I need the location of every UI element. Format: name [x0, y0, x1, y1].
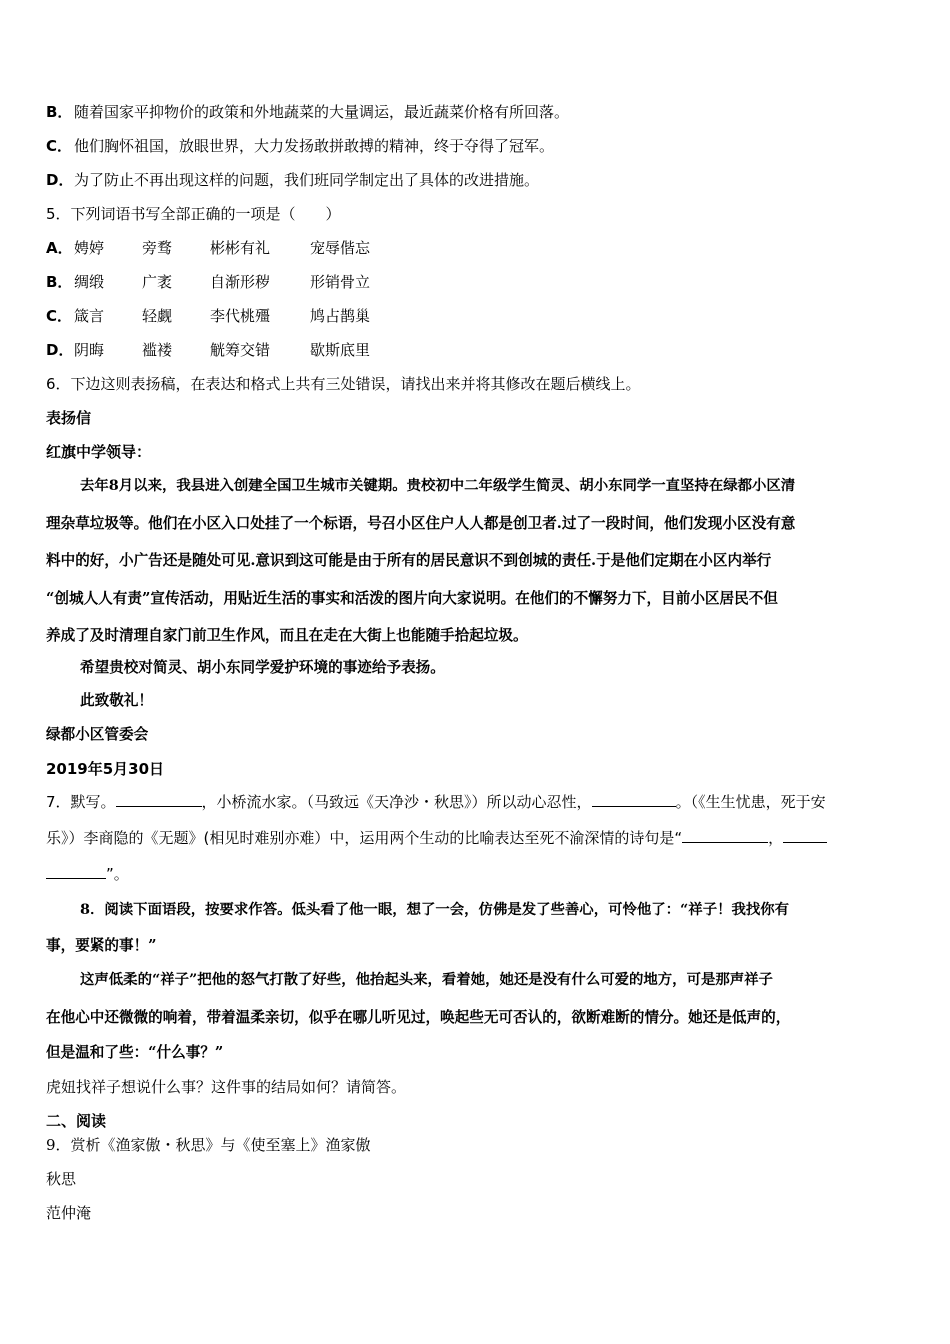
word: 箴言 [74, 307, 105, 325]
letter-body-line: 去年8月以来，我县进入创建全国卫生城市关键期。贵校初中二年级学生简灵、胡小东同学一直坚持在绿都小区清 [80, 477, 796, 494]
q5-option-d [46, 340, 908, 360]
word: 歇斯底里 [310, 341, 371, 359]
q6-stem: 6．下边这则表扬稿，在表达和格式上共有三处错误，请找出来并将其修改在题后横线上。 [46, 375, 641, 393]
option-label: D． [46, 341, 74, 359]
letter-hope: 希望贵校对简灵、胡小东同学爱护环境的事迹给予表扬。 [80, 659, 445, 676]
letter-date: 2019年5月30日 [46, 760, 165, 778]
q7-line-3 [46, 864, 908, 884]
letter-body-line: 养成了及时清理自家门前卫生作风，而且在走在大街上也能随手拾起垃圾。 [46, 627, 528, 644]
letter-body-line: 理杂草垃圾等。他们在小区入口处挂了一个标语，号召小区住户人人都是创卫者.过了一段时间，他们发现小区没有意 [46, 515, 796, 532]
answer-blank[interactable] [46, 864, 106, 879]
word: 鸠占鹊巢 [310, 307, 371, 325]
q7-text: 7．默写。 [46, 793, 116, 811]
word: 李代桃殭 [210, 307, 271, 325]
word: 褴褛 [142, 341, 173, 359]
letter-body-line: “创城人人有责”宣传活动，用贴近生活的事实和活泼的图片向大家说明。在他们的不懈努力下，目前小区居民不但 [46, 590, 778, 607]
word: 形销骨立 [310, 273, 371, 291]
letter-sender: 绿都小区管委会 [46, 726, 149, 743]
q8-line: 在他心中还微微的响着，带着温柔亲切，似乎在哪儿听见过，唤起些无可否认的，欲断难断的情分。她还是低声的， [46, 1009, 791, 1026]
word: 广袤 [142, 273, 173, 291]
option-label: D． [46, 171, 74, 189]
answer-blank[interactable] [783, 828, 827, 843]
word: 宠辱偕忘 [310, 239, 371, 257]
letter-closing: 此致敬礼！ [80, 692, 153, 709]
option-label: B． [46, 273, 73, 291]
option-label: C． [46, 137, 73, 155]
poem-title: 秋思 [46, 1170, 77, 1188]
poem-author: 范仲淹 [46, 1204, 92, 1222]
option-text: 随着国家平抑物价的政策和外地蔬菜的大量调运，最近蔬菜价格有所回落。 [74, 103, 570, 121]
q8-question: 虎妞找祥子想说什么事？这件事的结局如何？请简答。 [46, 1078, 407, 1096]
option-label: C． [46, 307, 73, 325]
answer-blank[interactable] [592, 792, 676, 807]
q7-line-1 [46, 792, 908, 812]
word: 觥筹交错 [210, 341, 271, 359]
q8-line: 事，要紧的事！” [46, 937, 157, 954]
q9-stem: 9．赏析《渔家傲・秋思》与《使至塞上》渔家傲 [46, 1136, 371, 1154]
word: 娉婷 [74, 239, 105, 257]
option-text: 他们胸怀祖国，放眼世界，大力发扬敢拼敢搏的精神，终于夺得了冠军。 [74, 137, 555, 155]
q8-line: 8．阅读下面语段，按要求作答。低头看了他一眼，想了一会，仿佛是发了些善心，可怜他了：“祥子！我找你有 [80, 901, 790, 918]
option-label: A． [46, 239, 73, 257]
section-heading: 二、阅读 [46, 1112, 107, 1130]
q8-line: 这声低柔的“祥子”把他的怒气打散了好些，他抬起头来，看着她，她还是没有什么可爱的地方，可是那声祥子 [80, 971, 773, 988]
word: 彬彬有礼 [210, 239, 271, 257]
answer-blank[interactable] [116, 792, 202, 807]
option-text: 为了防止不再出现这样的问题，我们班同学制定出了具体的改进措施。 [74, 171, 540, 189]
option-label: B． [46, 103, 73, 121]
q7-text: ，小桥流水家。（马致远《天净沙・秋思》）所以动心忍性， [201, 793, 592, 811]
q7-text: ， [768, 829, 784, 847]
word: 旁骛 [142, 239, 173, 257]
answer-blank[interactable] [682, 828, 768, 843]
q4-option-b [46, 102, 908, 122]
q4-option-d [46, 170, 908, 190]
q7-text: 乐》）李商隐的《无题》(相见时难别亦难）中，运用两个生动的比喻表达至死不渝深情的诗句是“ [46, 829, 683, 847]
q5-option-a [46, 238, 908, 258]
letter-title: 表扬信 [46, 409, 92, 427]
word: 自渐形秽 [210, 273, 271, 291]
q7-text: ”。 [106, 865, 129, 883]
word: 阴晦 [74, 341, 105, 359]
q5-option-b [46, 272, 908, 292]
word: 绸缎 [74, 273, 105, 291]
q5-option-c [46, 306, 908, 326]
letter-body-line: 料中的好，小广告还是随处可见.意识到这可能是由于所有的居民意识不到创城的责任.于是他们定期在小区内举行 [46, 552, 772, 569]
word: 轻觑 [142, 307, 173, 325]
letter-salutation: 红旗中学领导： [46, 443, 152, 461]
q5-stem: 5．下列词语书写全部正确的一项是（ ） [46, 205, 341, 223]
q4-option-c [46, 136, 908, 156]
q8-line: 但是温和了些：“什么事？” [46, 1044, 224, 1061]
q7-line-2 [46, 828, 908, 848]
q7-text: 。（《生生忧患，死于安 [675, 793, 826, 811]
